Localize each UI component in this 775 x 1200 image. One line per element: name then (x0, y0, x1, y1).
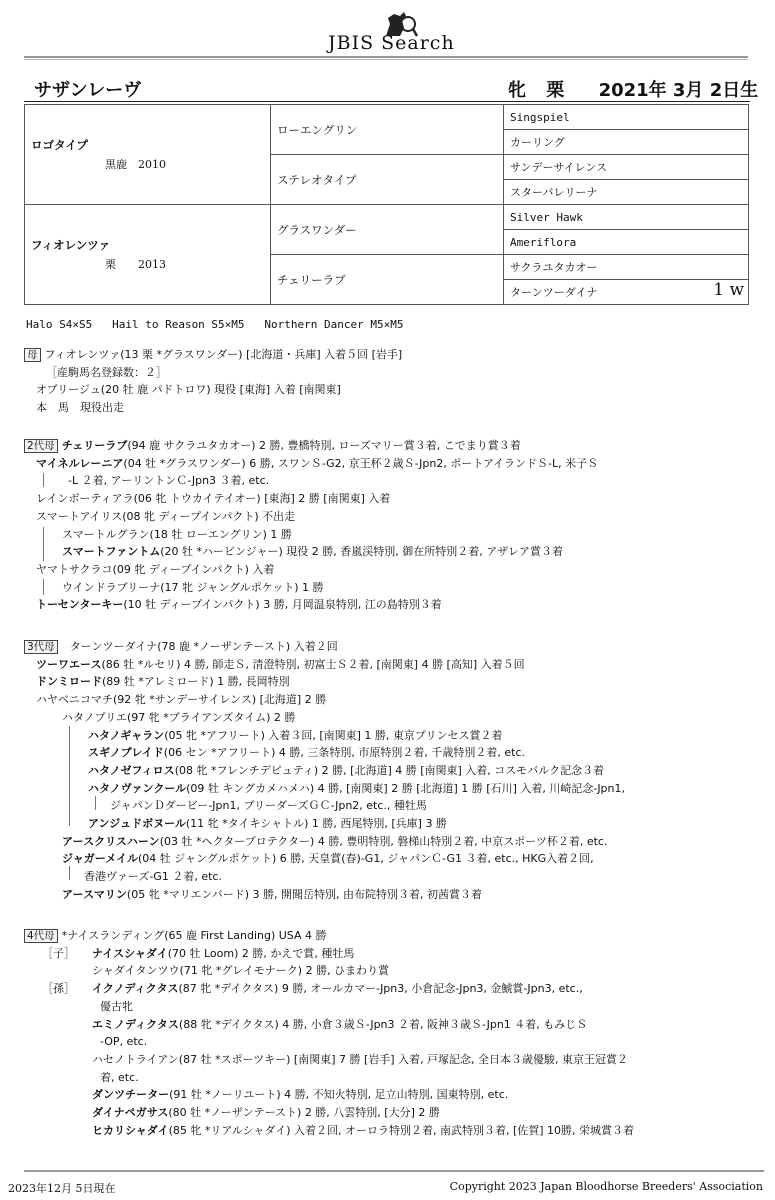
family-line: 着, etc. (100, 1070, 139, 1084)
section-tag: 4代母 (24, 929, 58, 943)
family-line-bold: ハタノギャラン (88, 728, 165, 742)
sire-sire: ローエングリン (271, 105, 504, 155)
sire-dam: ステレオタイプ (271, 155, 504, 205)
inbreeding-line: Halo S4×S5 Hail to Reason S5×M5 Northern Dancer M5×M5 (26, 318, 404, 331)
family-line: 優古牝 (100, 999, 133, 1013)
family-line-rest: (11 牝 *タイキシャトル) 1 勝, 西尾特別, [兵庫] 3 勝 (185, 817, 447, 831)
family-line-bold: イクノディクタス (92, 982, 179, 996)
family-line-bold: ツーワエース (36, 657, 102, 671)
dam-dam: チェリーラブ (271, 255, 504, 305)
lw-mark: 1 w (713, 280, 744, 300)
family-line: レインボーティアラ(06 牝 トウカイテイオー) [東海] 2 勝 [南関東] 入着 (36, 492, 391, 506)
family-line-rest: (05 牝 *マリエンバード) 3 勝, 開聞岳特別, 由布院特別３着, 初茜賞３着 (126, 887, 482, 901)
family-line: 香港ヴァーズ-G1 ２着, etc. (84, 870, 222, 884)
tree-line (69, 866, 70, 880)
horse-header (34, 76, 759, 102)
family-line-rest: (85 牝 *リアルシャダイ) 入着２回, オーロラ特別２着, 南武特別３着, [佐賀] 10勝, 栄城賞３着 (168, 1123, 635, 1137)
dam-line: フィオレンツァ(13 栗 *グラスワンダー) [北海道・兵庫] 入着５回 [岩手] (44, 348, 403, 361)
sire-info: 黒鹿 2010 (105, 158, 166, 171)
family-line-rest: (88 牝 *デイクタス) 4 勝, 小倉３歳Ｓ-Jpn3 ２着, 阪神３歳Ｓ-Jpn1 ４着, もみじＳ (178, 1017, 588, 1031)
family-line-bold: ダイナペガサス (92, 1106, 169, 1120)
tree-line (95, 796, 96, 810)
horse-color: 栗 (546, 80, 565, 101)
family-line: -L ２着, アーリントンＣ-Jpn3 ３着, etc. (68, 474, 270, 488)
family-line-rest: (89 牡 *アレミロード) 1 勝, 長岡特別 (102, 675, 290, 689)
family-line-bold: アンジュドボヌール (88, 817, 186, 831)
family-line: スマートアイリス(08 牝 ディープインパクト) 不出走 (36, 509, 296, 523)
family-line-bold: ダンツチーター (92, 1088, 170, 1102)
pedigree-g3-cell: スターバレリーナ (504, 180, 749, 205)
section-tag: 3代母 (24, 640, 58, 654)
footer-divider (24, 1170, 764, 1172)
tree-line (43, 527, 44, 561)
family-line: ハタノプリエ(97 牝 *ブライアンズタイム) 2 勝 (62, 710, 296, 724)
tree-line (43, 473, 44, 487)
family-line-bold: エミノディクタス (92, 1017, 179, 1031)
dam-cell (25, 205, 271, 305)
horse-name: サザンレーヴ (34, 80, 142, 101)
family-line-rest: (03 牡 *ヘクタープロテクター) 4 勝, 豊明特別, 磐梯山特別２着, 中京スポーツ杯２着, etc. (159, 834, 608, 848)
family-line-bold: チェリーラブ (61, 439, 128, 452)
jbis-logo (328, 10, 458, 54)
family-line-bold: トーセンターキー (36, 598, 124, 612)
pedigree-g3-cell: Ameriflora (504, 230, 749, 255)
dam-name: フィオレンツァ (31, 238, 111, 252)
family-line-rest: *ナイスランディング(65 鹿 First Landing) USA 4 勝 (61, 929, 327, 942)
pedigree-g3-cell: Silver Hawk (504, 205, 749, 230)
family-line-rest: (94 鹿 サクラユタカオー) 2 勝, 豊橋特別, ローズマリー賞３着, こでまり賞３着 (127, 439, 521, 452)
family-line-bold: ジャガーメイル (62, 852, 139, 866)
fourth-dam-section (24, 927, 634, 1139)
horse-birth: 2021年 3月 2日生 (598, 80, 759, 101)
family-line-rest: (70 牡 Loom) 2 勝, かえで賞, 種牡馬 (167, 946, 355, 960)
family-line-bold: ドンミロード (36, 675, 102, 689)
child-tag: ［子］ (42, 946, 75, 960)
family-line-rest: (91 牡 *ノーリユート) 4 勝, 不知火特別, 足立山特別, 国東特別, etc. (169, 1088, 509, 1102)
family-line: ヤマトサクラコ(09 牝 ディープインパクト) 入着 (36, 562, 275, 576)
grandchild-tag: ［孫］ (42, 982, 75, 996)
sire-name: ロゴタイプ (31, 138, 88, 152)
family-line-bold: ヒカリシャダイ (92, 1123, 169, 1137)
family-line-bold: アースクリスハーン (62, 834, 160, 848)
tree-line (69, 726, 70, 826)
header-divider (24, 56, 748, 58)
family-line-bold: ハタノヴァンクール (88, 781, 187, 795)
dam-line: 本 馬 現役出走 (36, 401, 124, 415)
section-tag: 母 (24, 348, 41, 362)
family-line: ウインドラブリーナ(17 牝 ジャングルポケット) 1 勝 (62, 580, 324, 594)
dam-line: ［産駒馬名登録数：２］ (46, 365, 167, 379)
sire-cell (25, 105, 271, 205)
family-line-bold: アースマリン (62, 887, 127, 901)
family-line-rest: (04 牡 *グラスワンダー) 6 勝, スワンＳ-G2, 京王杯２歳Ｓ-Jpn2, ポートアイランドＳ-L, 米子Ｓ (123, 456, 599, 470)
dam-info: 栗 2013 (105, 258, 166, 271)
family-line: -OP, etc. (100, 1035, 148, 1049)
pedigree-g3-cell: サンデーサイレンス (504, 155, 749, 180)
pedigree-g3-cell: Singspiel (504, 105, 749, 130)
horse-sex: 牝 (508, 80, 526, 101)
family-line-rest: (87 牝 *デイクタス) 9 勝, オールカマー-Jpn3, 小倉記念-Jpn3, 金鯱賞-Jpn3, etc., (178, 982, 583, 996)
family-line-rest: (05 牝 *アフリート) 入着３回, [南関東] 1 勝, 東京プリンセス賞２着 (164, 728, 503, 742)
header-divider-thin (24, 59, 748, 60)
dam-section (24, 346, 402, 417)
pedigree-g3-cell: カーリング (504, 130, 749, 155)
family-line-bold: スマートファントム (62, 545, 161, 559)
pedigree-g3-name: ターンツーダイナ (510, 286, 598, 299)
pedigree-table (24, 104, 749, 305)
family-line: シャダイタンツウ(71 牝 *グレイモナーク) 2 勝, ひまわり賞 (92, 964, 390, 978)
family-line-rest: (80 牡 *ノーザンテースト) 2 勝, 八雲特別, [大分] 2 勝 (168, 1106, 440, 1120)
footer-copyright: Copyright 2023 Japan Bloodhorse Breeders' Association (449, 1180, 763, 1193)
family-line-bold: マイネルレーニア (36, 456, 124, 470)
family-line-rest: (20 牡 *ハービンジャー) 現役 2 勝, 香嵐渓特別, 御在所特別２着, アザレア賞３着 (160, 545, 564, 559)
family-line: ジャパンＤダービー-Jpn1, ブリーダーズＧＣ-Jpn2, etc., 種牡馬 (110, 799, 427, 813)
family-line-bold: ハタノゼフィロス (88, 763, 175, 777)
second-dam-section (24, 437, 598, 614)
family-line-rest: (04 牡 ジャングルポケット) 6 勝, 天皇賞(春)-G1, ジャパンＣ-G1 ３着, etc., HKG入着２回, (138, 852, 594, 866)
dam-line: オブリージュ(20 牡 鹿 パドトロワ) 現役 [東海] 入着 [南関東] (36, 383, 341, 397)
family-line-bold: ナイスシャダイ (92, 946, 168, 960)
pedigree-g3-cell: サクラユタカオー (504, 255, 749, 280)
section-tag: 2代母 (24, 439, 58, 453)
pedigree-g3-cell (504, 280, 749, 305)
family-line-rest: (06 セン *アフリート) 4 勝, 三条特別, 市原特別２着, 千歳特別２着, etc. (163, 746, 526, 760)
tree-line (43, 579, 44, 595)
logo-text: JBIS Search (328, 32, 455, 54)
footer-date: 2023年12月 5日現在 (8, 1182, 116, 1195)
third-dam-section (24, 638, 625, 904)
dam-sire: グラスワンダー (271, 205, 504, 255)
family-line-rest: (10 牡 ディープインパクト) 3 勝, 月岡温泉特別, 江の島特別３着 (123, 598, 442, 612)
family-line-rest: (09 牡 キングカメハメハ) 4 勝, [南関東] 2 勝 [北海道] 1 勝 [石川] 入着, 川崎記念-Jpn1, (186, 781, 626, 795)
family-line-rest: (08 牝 *フレンチデピュティ) 2 勝, [北海道] 4 勝 [南関東] 入着, コスモバルク記念３着 (174, 763, 605, 777)
family-line: スマートルグラン(18 牡 ローエングリン) 1 勝 (62, 527, 292, 541)
family-line: ハセノトライアン(87 牡 *スポーツキー) [南関東] 7 勝 [岩手] 入着, 戸塚記念, 全日本３歳優駿, 東京王冠賞２ (92, 1052, 629, 1066)
family-line: ハヤベニコマチ(92 牝 *サンデーサイレンス) [北海道] 2 勝 (36, 693, 327, 707)
name-underline (24, 101, 750, 102)
family-line-rest: (86 牡 *ルセリ) 4 勝, 師走Ｓ, 清澄特別, 初富士Ｓ２着, [南関東] 4 勝 [高知] 入着５回 (101, 657, 525, 671)
family-line-rest: ターンツーダイナ(78 鹿 *ノーザンテースト) 入着２回 (69, 640, 338, 653)
family-line-bold: スギノブレイド (88, 746, 164, 760)
